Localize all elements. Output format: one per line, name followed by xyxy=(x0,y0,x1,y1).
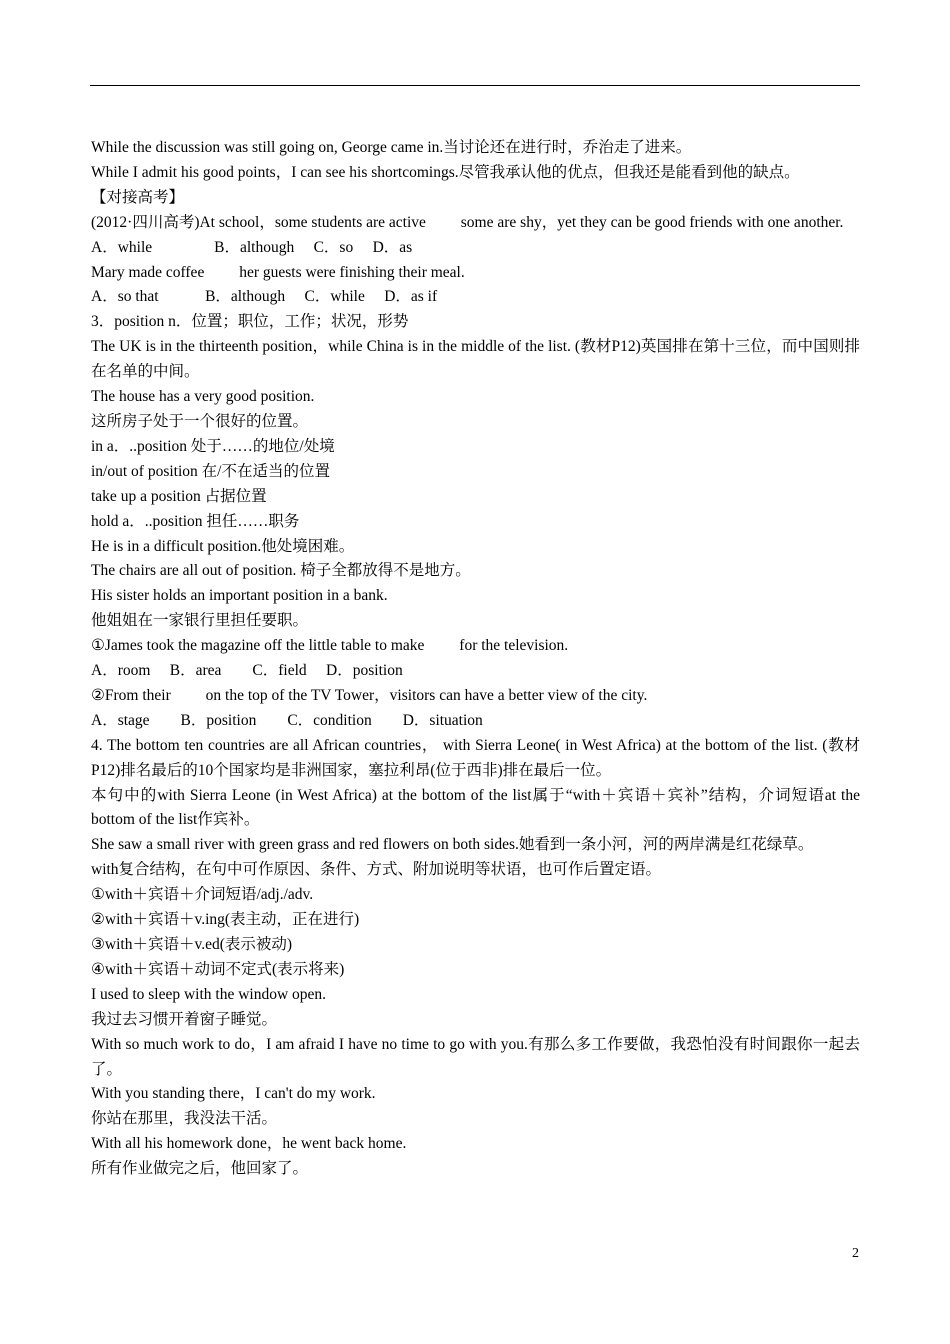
text-line: He is in a difficult position.他处境困难。 xyxy=(91,537,355,555)
text-line: With all his homework done，he went back home. xyxy=(91,1135,407,1153)
text-line: His sister holds an important position in a bank. xyxy=(91,587,388,605)
text-line: A．room B．area C．field D．position xyxy=(91,662,403,680)
text-line: With you standing there，I can't do my work. xyxy=(91,1085,376,1103)
text-line: 他姐姐在一家银行里担任要职。 xyxy=(91,612,309,630)
header-rule xyxy=(90,85,860,86)
text-line: ③with＋宾语＋v.ed(表示被动) xyxy=(91,936,293,953)
text-line: 所有作业做完之后，他回家了。 xyxy=(91,1160,309,1178)
text-line: ①with＋宾语＋介词短语/adj./adv. xyxy=(91,886,314,904)
document-body xyxy=(91,136,860,1182)
text-line: ②with＋宾语＋v.ing(表主动，正在进行) xyxy=(91,911,360,929)
text-line: 【对接高考】 xyxy=(91,188,185,206)
text-line: The house has a very good position. xyxy=(91,388,315,406)
text-line: ①James took the magazine off the little table to make for the television. xyxy=(91,637,569,655)
text-line: ②From their on the top of the TV Tower，visitors can have a better view of the city. xyxy=(91,686,648,704)
text-line: 你站在那里，我没法干活。 xyxy=(91,1110,278,1128)
text-line: in a．..position 处于……的地位/处境 xyxy=(91,437,335,455)
text-line: She saw a small river with green grass and red flowers on both sides.她看到一条小河，河的两岸满是红花绿草。 xyxy=(91,836,814,854)
text-line: 我过去习惯开着窗子睡觉。 xyxy=(91,1010,278,1028)
text-line: While I admit his good points，I can see his shortcomings.尽管我承认他的优点，但我还是能看到他的缺点。 xyxy=(91,163,800,181)
text-line: ④with＋宾语＋动词不定式(表示将来) xyxy=(91,960,345,978)
text-line: With so much work to do，I am afraid I have no time to go with you.有那么多工作要做，我恐怕没有时间跟你一起去了。 xyxy=(91,1035,860,1078)
text-line: A．stage B．position C．condition D．situation xyxy=(91,711,483,729)
text-line: The UK is in the thirteenth position，while China is in the middle of the list. (教材P12)英国排在第十三位，而中国则排在名单的中间。 xyxy=(91,338,860,381)
text-line: 4. The bottom ten countries are all African countries， with Sierra Leone( in West Africa) at the bottom of the list. (教材P12)排名最后的10个国家均是非洲国家，塞拉利昂(位于西非)排在最后一位。 xyxy=(91,736,860,779)
text-line: Mary made coffee her guests were finishing their meal. xyxy=(91,263,465,281)
text-line: 3．position n．位置；职位，工作；状况，形势 xyxy=(91,313,409,331)
text-line: (2012·四川高考)At school，some students are active some are shy，yet they can be good friends with one another. xyxy=(91,213,844,231)
text-line: with复合结构，在句中可作原因、条件、方式、附加说明等状语，也可作后置定语。 xyxy=(91,861,662,879)
text-line: 本句中的with Sierra Leone (in West Africa) at the bottom of the list属于“with＋宾语＋宾补”结构，介词短语at the bottom of the list作宾补。 xyxy=(91,786,860,829)
text-line: While the discussion was still going on, George came in.当讨论还在进行时，乔治走了进来。 xyxy=(91,139,692,156)
text-line: A．so that B．although C．while D．as if xyxy=(91,288,438,306)
text-line: 这所房子处于一个很好的位置。 xyxy=(91,412,309,430)
text-line: The chairs are all out of position. 椅子全都放得不是地方。 xyxy=(91,562,471,580)
text-line: A．while B．although C．so D．as xyxy=(91,238,413,256)
text-line: hold a．..position 担任……职务 xyxy=(91,512,300,530)
page-number: 2 xyxy=(852,1246,859,1261)
text-line: take up a position 占据位置 xyxy=(91,487,267,505)
text-line: in/out of position 在/不在适当的位置 xyxy=(91,462,330,480)
text-line: I used to sleep with the window open. xyxy=(91,985,327,1003)
